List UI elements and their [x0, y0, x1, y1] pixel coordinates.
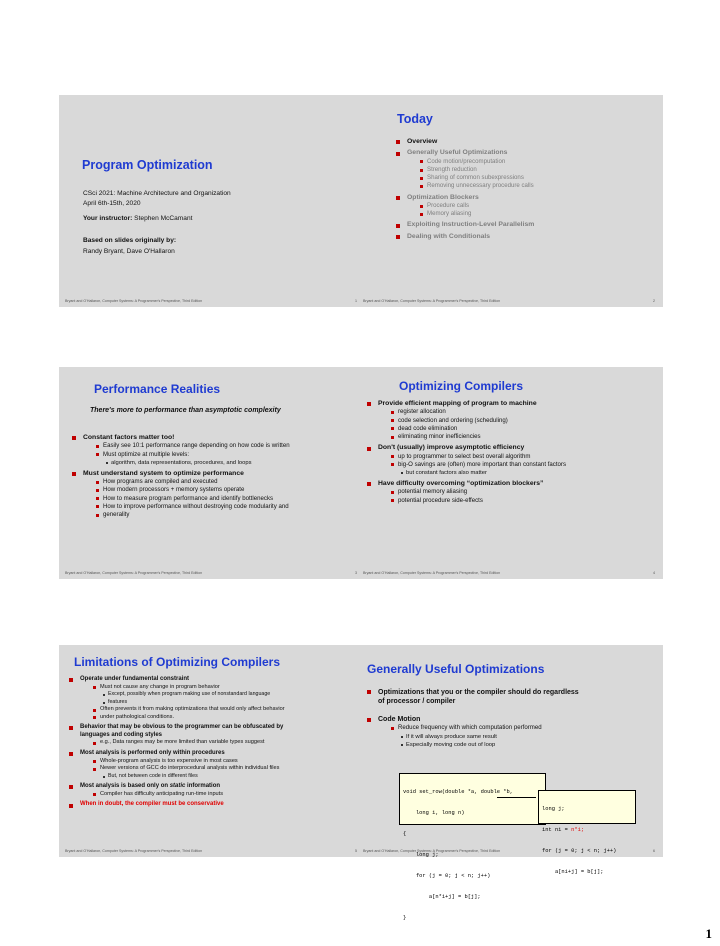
slide-footer: Bryant and O'Hallaron, Computer Systems: A Programmer's Perspective, Third Edition 3: [65, 571, 357, 575]
list-item: Strength reduction: [407, 166, 534, 174]
list-item: Optimizations that you or the compiler should do regardless of processor / compiler: [366, 688, 579, 706]
slide-1: [59, 95, 365, 307]
list-item: algorithm, data representations, procedures, and loops: [83, 459, 290, 467]
instructor-line: [83, 215, 192, 222]
code-line: for (j = 0; j < n; j++): [403, 873, 491, 879]
list-item: How programs are compiled and executed: [83, 478, 290, 486]
code-line: long i, long n): [403, 810, 465, 816]
agenda-overview: Overview: [395, 138, 534, 146]
page-number: 1: [705, 926, 712, 941]
conservative-note: When in doubt, the compiler must be conservative: [68, 801, 285, 809]
list-item: Compiler has difficulty anticipating run-time inputs: [80, 791, 285, 799]
list-item-continuation: generality: [83, 511, 290, 519]
list-item: If it will always produce same result: [378, 733, 579, 741]
list-item: Must not cause any change in program behavior: [80, 684, 285, 692]
list-item-continuation: under pathological conditions.: [80, 714, 285, 722]
list-item: up to programmer to select best overall algorithm: [378, 453, 566, 461]
list-item: Except, possibly when program making use of nonstandard language: [80, 691, 285, 698]
bullet-list: [68, 673, 285, 809]
list-item: Often prevents it from making optimizations that would only affect behavior: [80, 706, 285, 714]
list-item: Reduce frequency with which computation performed: [378, 724, 579, 732]
list-item: e.g., Data ranges may be more limited than variable types suggest: [80, 739, 285, 747]
list-item: Must understand system to optimize performance How programs are compiled and executed How modern processors + memory systems operate How to measure program performance and identify bottlenecks How to improve performance without destroying code modularity and generality: [71, 470, 290, 519]
list-item: but constant factors also matter: [378, 469, 566, 477]
instructor-name: Stephen McCamant: [132, 215, 193, 222]
slide-2: [357, 95, 663, 307]
list-item: dead code elimination: [378, 425, 566, 433]
list-item: How to measure program performance and identify bottlenecks: [83, 495, 290, 503]
slide-5: [59, 645, 365, 857]
slide-subtitle: There's more to performance than asymptotic complexity: [90, 407, 281, 414]
list-item: Have difficulty overcoming “optimization blockers” potential memory aliasing potential procedure side-effects: [366, 480, 566, 505]
course-name: CSci 2021: Machine Architecture and Organization: [83, 190, 231, 197]
list-item: Especially moving code out of loop: [378, 741, 579, 749]
slide-title: Today: [397, 112, 433, 126]
list-item-continuation: features: [80, 699, 285, 706]
list-item: How modern processors + memory systems operate: [83, 486, 290, 494]
slide-4: [357, 367, 663, 579]
list-item: Whole-program analysis is too expensive in most cases: [80, 758, 285, 766]
code-line: a[ni+j] = b[j];: [542, 869, 604, 875]
list-item: code selection and ordering (scheduling): [378, 417, 566, 425]
slide-6: [357, 645, 663, 921]
slide-title: Performance Realities: [94, 382, 221, 396]
list-item: Removing unnecessary procedure calls: [407, 182, 534, 190]
slide-footer: Bryant and O'Hallaron, Computer Systems: A Programmer's Perspective, Third Edition 1: [65, 299, 357, 303]
code-line: }: [403, 915, 407, 921]
list-item: register allocation: [378, 408, 566, 416]
list-item: Most analysis is based only on static information Compiler has difficulty anticipating run-time inputs: [68, 783, 285, 798]
code-line: {: [403, 831, 407, 837]
list-item: Easily see 10:1 performance range depending on how code is written: [83, 442, 290, 450]
code-line: int ni = n*i;: [542, 827, 585, 833]
list-item: Behavior that may be obvious to the programmer can be obfuscated by languages and coding styles e.g., Data ranges may be more limited than variable types suggest: [68, 724, 285, 747]
slide-3: [59, 367, 365, 579]
list-item: Constant factors matter too! Easily see 10:1 performance range depending on how code is written Must optimize at multiple levels: algorithm, data representations, procedures, and loops: [71, 434, 290, 467]
agenda-ilp: Exploiting Instruction-Level Parallelism: [395, 221, 534, 229]
agenda-conditionals: Dealing with Conditionals: [395, 233, 534, 241]
list-item: Most analysis is performed only within procedures Whole-program analysis is too expensive in most cases Newer versions of GCC do interprocedural analysis within individual files But, not between code in different files: [68, 750, 285, 780]
list-item: potential procedure side-effects: [378, 497, 566, 505]
list-item: Newer versions of GCC do interprocedural analysis within individual files: [80, 765, 285, 773]
list-item: How to improve performance without destroying code modularity and: [83, 503, 290, 511]
agenda-general: Generally Useful Optimizations Code motion/precomputation Strength reduction Sharing of common subexpressions Removing unnecessary procedure calls: [395, 149, 534, 190]
code-line: for (j = 0; j < n; j++): [542, 848, 617, 854]
list-item: Provide efficient mapping of program to machine register allocation code selection and ordering (scheduling) dead code elimination eliminating minor inefficiencies: [366, 400, 566, 441]
based-on-label: Based on slides originally by:: [83, 237, 177, 244]
code-line: void set_row(double *a, double *b,: [403, 789, 513, 795]
bullet-list: [366, 397, 566, 505]
list-item: Procedure calls: [407, 202, 534, 210]
code-line: long j;: [403, 852, 439, 858]
bullet-list: [366, 685, 579, 749]
code-line: a[n*i+j] = b[j];: [403, 894, 481, 900]
list-item: But, not between code in different files: [80, 773, 285, 780]
list-item: Must optimize at multiple levels:: [83, 451, 290, 459]
slide-title: Optimizing Compilers: [399, 379, 524, 393]
agenda-list: [395, 135, 534, 241]
list-item: Code motion/precomputation: [407, 158, 534, 166]
slide-footer: Bryant and O'Hallaron, Computer Systems: A Programmer's Perspective, Third Edition 2: [363, 299, 655, 303]
list-item: big-O savings are (often) more important than constant factors: [378, 461, 566, 469]
list-item: potential memory aliasing: [378, 488, 566, 496]
list-item: Code Motion Reduce frequency with which computation performed If it will always produce same result Especially moving code out of loop: [366, 716, 579, 749]
list-item: Operate under fundamental constraint Must not cause any change in program behavior Except, possibly when program making use of nonstandard language features Often prevents it from making optimizations that would only affect behavior under pathological conditions.: [68, 676, 285, 721]
slide-title: Program Optimization: [82, 158, 213, 172]
bullet-list: [71, 431, 290, 519]
code-line: long j;: [542, 806, 565, 812]
list-item: Don't (usually) improve asymptotic efficiency up to programmer to select best overall algorithm big-O savings are (often) more important than constant factors but constant factors also matter: [366, 444, 566, 477]
slide-title: Limitations of Optimizing Compilers: [74, 655, 281, 669]
original-authors: Randy Bryant, Dave O'Hallaron: [83, 248, 175, 255]
list-item: Sharing of common subexpressions: [407, 174, 534, 182]
list-item: eliminating minor inefficiencies: [378, 433, 566, 441]
slide-title: Generally Useful Optimizations: [367, 662, 545, 676]
list-item: Memory aliasing: [407, 210, 534, 218]
slide-footer: Bryant and O'Hallaron, Computer Systems: A Programmer's Perspective, Third Edition 5: [65, 849, 357, 853]
agenda-blockers: Optimization Blockers Procedure calls Memory aliasing: [395, 194, 534, 219]
slide-footer: Bryant and O'Hallaron, Computer Systems: A Programmer's Perspective, Third Edition 4: [363, 571, 655, 575]
transform-arrow: [497, 797, 536, 798]
hoisted-expression: n*i;: [571, 827, 585, 833]
lecture-dates: April 6th-15th, 2020: [83, 200, 141, 207]
slide-footer: Bryant and O'Hallaron, Computer Systems: A Programmer's Perspective, Third Edition 6: [363, 849, 655, 853]
instructor-label: Your instructor:: [83, 215, 133, 222]
code-optimized: [538, 790, 636, 875]
